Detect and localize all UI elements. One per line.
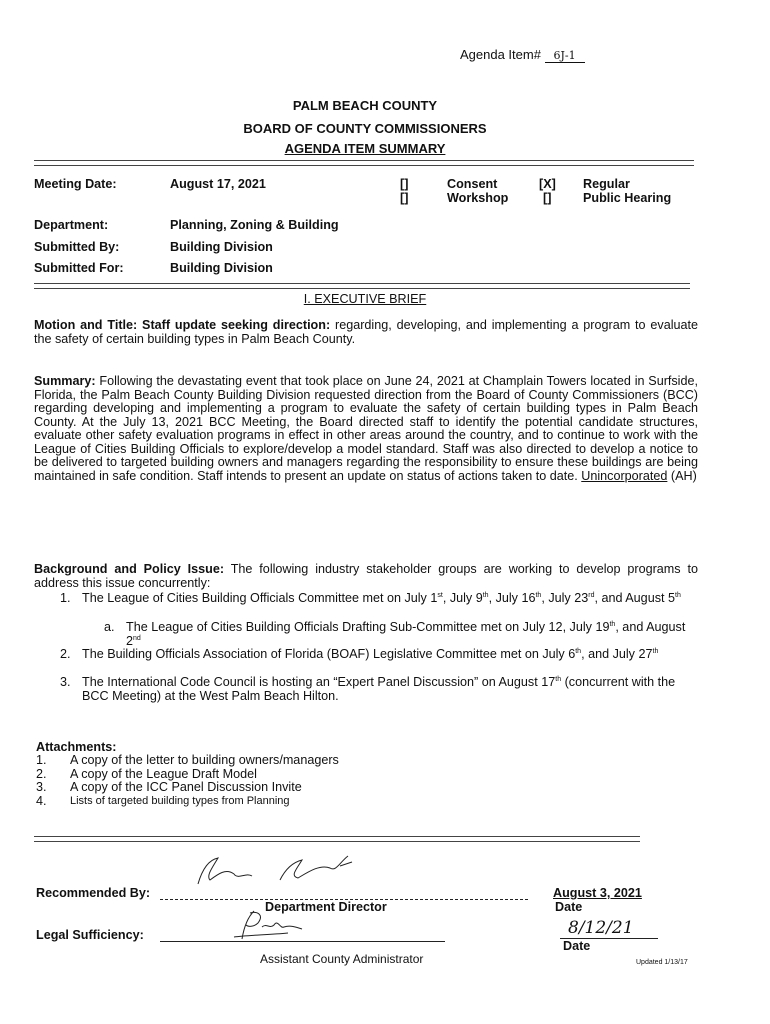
submitted-for-value: Building Division xyxy=(170,261,273,275)
list-item xyxy=(36,768,536,782)
attachment-text: A copy of the ICC Panel Discussion Invite xyxy=(70,780,302,794)
legal-signature xyxy=(228,905,308,945)
director-signature xyxy=(190,850,360,890)
list-number: a. xyxy=(104,620,115,634)
attachments-label: Attachments: xyxy=(36,740,117,754)
header-title: PALM BEACH COUNTY xyxy=(292,98,438,113)
list-item xyxy=(36,754,536,768)
agenda-item-label: Agenda Item# xyxy=(460,47,541,62)
legal-date-caption: Date xyxy=(563,939,591,953)
submitted-by-label: Submitted By: xyxy=(34,240,120,254)
attachment-text: Lists of targeted building types from Planning xyxy=(70,794,290,807)
list-number: 3. xyxy=(36,780,47,794)
list-number: 4. xyxy=(36,793,47,808)
consent-checkbox[interactable]: [] xyxy=(400,177,409,191)
list-text: , and July 27 xyxy=(581,647,653,661)
separator-line xyxy=(34,836,640,842)
legal-date-handwritten: 8/12/21 xyxy=(568,918,634,938)
submitted-for-label: Submitted For: xyxy=(34,261,124,275)
list-text: The League of Cities Building Officials Committee met on July 1 xyxy=(82,591,438,605)
summary-text: Following the devastating event that took place on June 24, 2021 at Champlain Towers located in Surfside, Florida, the Palm Beach County Building Division requested direction from the Board of County Commissioners (BCC) regarding developing and implementing a program to evaluate the safety of certain building types in Palm Beach County. At the July 13, 2021 BCC Meeting, the Board directed staff to identify the potential candidate structures, evaluate other safety evaluation programs in effect in other areas around the country, and to continue to work with the League of Cities Building Officials to explore/develop a model standard. Staff was also directed to develop a notice to be delivered to targeted building owners and managers regarding the responsibility to ensure these buildings are being maintained in safe condition. Staff intends to present an update on status of actions taken to date. xyxy=(34,374,698,483)
superscript: th xyxy=(482,591,489,599)
submitted-by-value: Building Division xyxy=(170,240,273,254)
regular-label: Regular xyxy=(583,177,630,191)
list-item xyxy=(104,621,700,648)
list-item xyxy=(60,676,700,703)
summary-tail: (AH) xyxy=(667,468,697,483)
list-number: 2. xyxy=(36,766,47,781)
unincorporated-link: Unincorporated xyxy=(581,468,668,483)
motion-text: regarding, developing, and implementing a program to evaluate the safety of certain building types in Palm Beach County. xyxy=(34,318,699,346)
department-director-caption: Department Director xyxy=(265,900,387,914)
list-text: The League of Cities Building Officials Drafting Sub-Committee met on July 12, July 19 xyxy=(126,620,610,634)
superscript: th xyxy=(555,675,562,683)
legal-sufficiency-line xyxy=(160,941,445,942)
list-item xyxy=(60,648,700,662)
superscript: nd xyxy=(133,634,141,642)
regular-checkbox[interactable]: [X] xyxy=(539,177,556,191)
superscript: th xyxy=(609,620,616,628)
updated-note: Updated 1/13/17 xyxy=(636,959,688,966)
attachment-text: A copy of the League Draft Model xyxy=(70,766,257,781)
list-text: The International Code Council is hosting an “Expert Panel Discussion” on August 17 xyxy=(82,675,556,689)
background-text: The following industry stakeholder groups are working to develop programs to address this issue concurrently: xyxy=(34,562,698,590)
workshop-label: Workshop xyxy=(447,191,509,205)
assistant-county-administrator-caption: Assistant County Administrator xyxy=(260,952,424,966)
meeting-date-label: Meeting Date: xyxy=(34,177,117,191)
attachments-list xyxy=(36,754,536,808)
background-paragraph xyxy=(34,563,698,590)
section-title: I. EXECUTIVE BRIEF xyxy=(303,292,427,306)
list-number: 1. xyxy=(60,591,71,605)
superscript: th xyxy=(535,591,542,599)
legal-sufficiency-label: Legal Sufficiency: xyxy=(36,928,144,942)
list-item xyxy=(36,795,536,809)
separator-line xyxy=(34,283,690,289)
public-hearing-checkbox[interactable]: [] xyxy=(543,191,552,205)
list-text: , and August 5 xyxy=(594,591,675,605)
motion-paragraph xyxy=(34,319,698,346)
superscript: th xyxy=(575,647,582,655)
superscript: th xyxy=(652,647,659,655)
agenda-item xyxy=(460,47,585,63)
list-item xyxy=(60,592,700,606)
recommended-date: August 3, 2021 xyxy=(553,886,642,900)
superscript: rd xyxy=(588,591,595,599)
attachment-text: A copy of the letter to building owners/managers xyxy=(70,753,339,767)
superscript: st xyxy=(437,591,443,599)
list-text: , and August 2 xyxy=(126,620,686,648)
recommended-date-caption: Date xyxy=(555,900,583,914)
summary-paragraph xyxy=(34,375,698,483)
superscript: th xyxy=(675,591,681,599)
meeting-date-value: August 17, 2021 xyxy=(170,177,266,191)
background-label: Background and Policy Issue: xyxy=(34,562,225,576)
list-number: 1. xyxy=(36,753,47,767)
separator-line xyxy=(34,160,694,166)
list-number: 2. xyxy=(60,647,71,661)
consent-label: Consent xyxy=(447,177,498,191)
department-value: Planning, Zoning & Building xyxy=(170,218,339,232)
list-text: , July 16 xyxy=(488,591,536,605)
header-doc-title: AGENDA ITEM SUMMARY xyxy=(284,141,446,156)
list-text: , July 23 xyxy=(541,591,589,605)
workshop-checkbox[interactable]: [] xyxy=(400,191,409,205)
header-subtitle: BOARD OF COUNTY COMMISSIONERS xyxy=(243,121,487,136)
list-number: 3. xyxy=(60,675,71,689)
list-text: , July 9 xyxy=(442,591,483,605)
motion-label: Motion and Title: Staff update seeking direction: xyxy=(34,318,331,332)
list-item xyxy=(36,781,536,795)
department-label: Department: xyxy=(34,218,109,232)
summary-label: Summary: xyxy=(34,374,96,388)
list-text: (concurrent with the BCC Meeting) at the West Palm Beach Hilton. xyxy=(82,675,676,703)
public-hearing-label: Public Hearing xyxy=(583,191,672,205)
list-text: The Building Officials Association of Florida (BOAF) Legislative Committee met on July 6 xyxy=(82,647,576,661)
recommended-by-label: Recommended By: xyxy=(36,886,151,900)
agenda-item-number: 6J-1 xyxy=(545,49,585,63)
